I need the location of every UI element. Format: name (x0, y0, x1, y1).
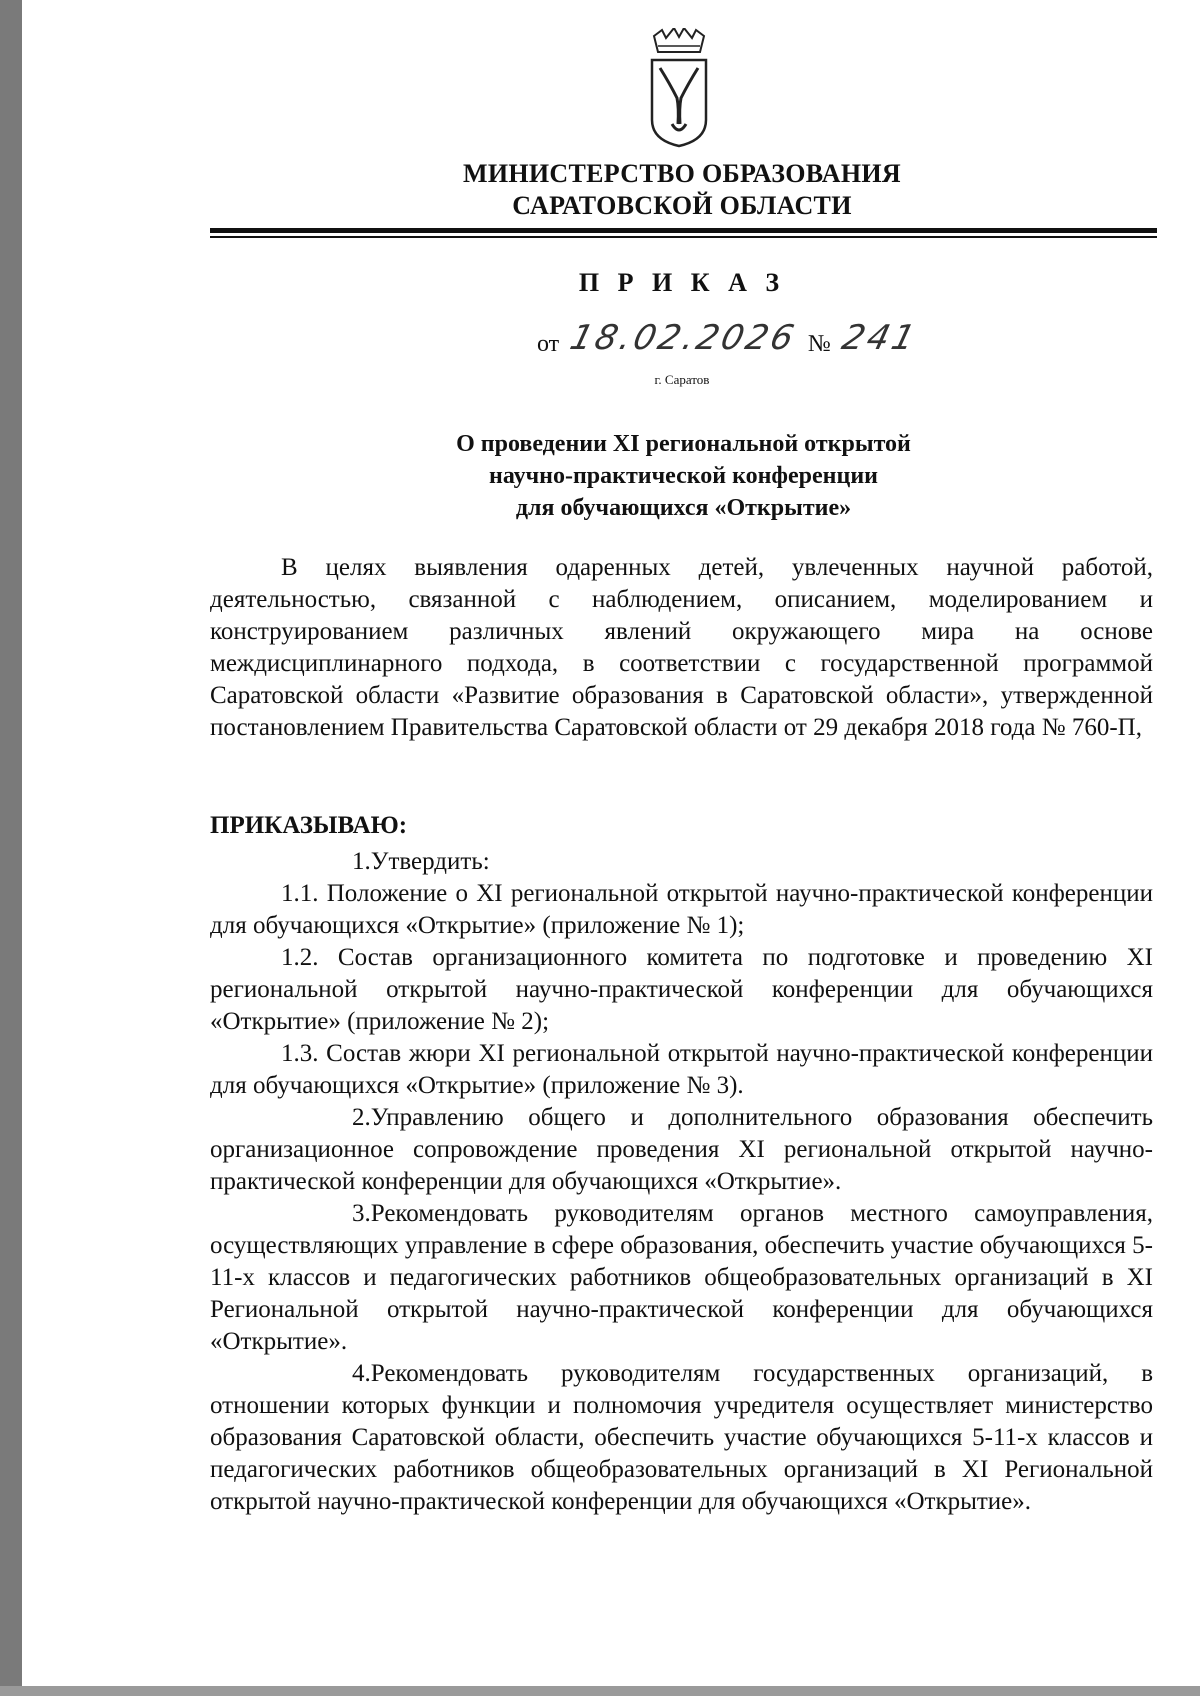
item-text: Рекомендовать руководителям органов местного самоуправления, осуществляющих управление в сфере образования, обеспечить участие обучающихся 5-11-х классов и педагогических работников общеобразовательных организаций в XI Региональной открытой научно-практической конференции для обучающихся «Открытие». (210, 1200, 1153, 1355)
ministry-line-2: САРАТОВСКОЙ ОБЛАСТИ (512, 191, 852, 220)
item-text: 1.1. Положение о XI региональной открытой научно-практической конференции для обучающихся «Открытие» (приложение № 1); (210, 880, 1153, 939)
item-number: 4. (352, 1360, 371, 1387)
item-number: 2. (352, 1104, 371, 1131)
order-item-1-3 (210, 1038, 1153, 1102)
order-item-3 (210, 1198, 1153, 1358)
item-number: 3. (352, 1200, 371, 1227)
header-divider-thick (210, 228, 1157, 233)
subject-line-2: научно-практической конференции (489, 463, 878, 489)
preamble (210, 552, 1153, 744)
ministry-name (162, 158, 1200, 222)
item-text: 1.3. Состав жюри XI региональной открытой научно-практической конференции для обучающихся «Открытие» (приложение № 3). (210, 1040, 1153, 1099)
order-item-1 (210, 846, 1153, 878)
document-page (22, 0, 1200, 1686)
order-item-1-2 (210, 942, 1153, 1038)
order-date-handwritten: 18.02.2026 (566, 318, 801, 358)
scan-bottom-edge (0, 1686, 1200, 1696)
item-text: Утвердить: (370, 848, 490, 875)
order-items (210, 846, 1153, 1518)
scan-left-edge (0, 0, 22, 1696)
subject-line-3: для обучающихся «Открытие» (515, 495, 852, 521)
order-number-handwritten: 241 (837, 318, 922, 358)
order-date-number (537, 318, 929, 358)
item-text: Управлению общего и дополнительного образования обеспечить организационное сопровождение проведения XI региональной открытой научно-практической конференции для обучающихся «Открытие». (210, 1104, 1153, 1195)
header-divider-thin (210, 236, 1157, 238)
item-number: 1. (352, 848, 371, 875)
preamble-text: В целях выявления одаренных детей, увлеченных научной работой, деятельностью, связанной с наблюдением, описанием, моделированием и конструированием различных явлений окружающего мира на основе междисциплинарного подхода, в соответствии с государственной программой Саратовской области «Развитие образования в Саратовской области», утвержденной постановлением Правительства Саратовской области от 29 декабря 2018 года № 760-П, (210, 554, 1153, 741)
order-item-1-1 (210, 878, 1153, 942)
order-item-4 (210, 1358, 1153, 1518)
item-text: Рекомендовать руководителям государственных организаций, в отношении которых функции и полномочия учредителя осуществляет министерство образования Саратовской области, обеспечить участие обучающихся 5-11-х классов и педагогических работников общеобразовательных организаций в XI Региональной открытой научно-практической конференции для обучающихся «Открытие». (210, 1360, 1153, 1515)
subject-line-1: О проведении XI региональной открытой (456, 431, 911, 457)
order-item-2 (210, 1102, 1153, 1198)
order-title: П Р И К А З (578, 268, 786, 297)
coat-of-arms-icon (644, 28, 714, 148)
item-text: 1.2. Состав организационного комитета по подготовке и проведению XI региональной открытой научно-практической конференции для обучающихся «Открытие» (приложение № 2); (210, 944, 1153, 1035)
order-number-label: № (807, 331, 831, 357)
order-word: ПРИКАЗЫВАЮ: (210, 812, 408, 839)
order-subject (210, 428, 1157, 524)
order-from-label: от (537, 331, 560, 357)
ministry-line-1: МИНИСТЕРСТВО ОБРАЗОВАНИЯ (462, 159, 901, 188)
order-city: г. Саратов (654, 372, 710, 387)
